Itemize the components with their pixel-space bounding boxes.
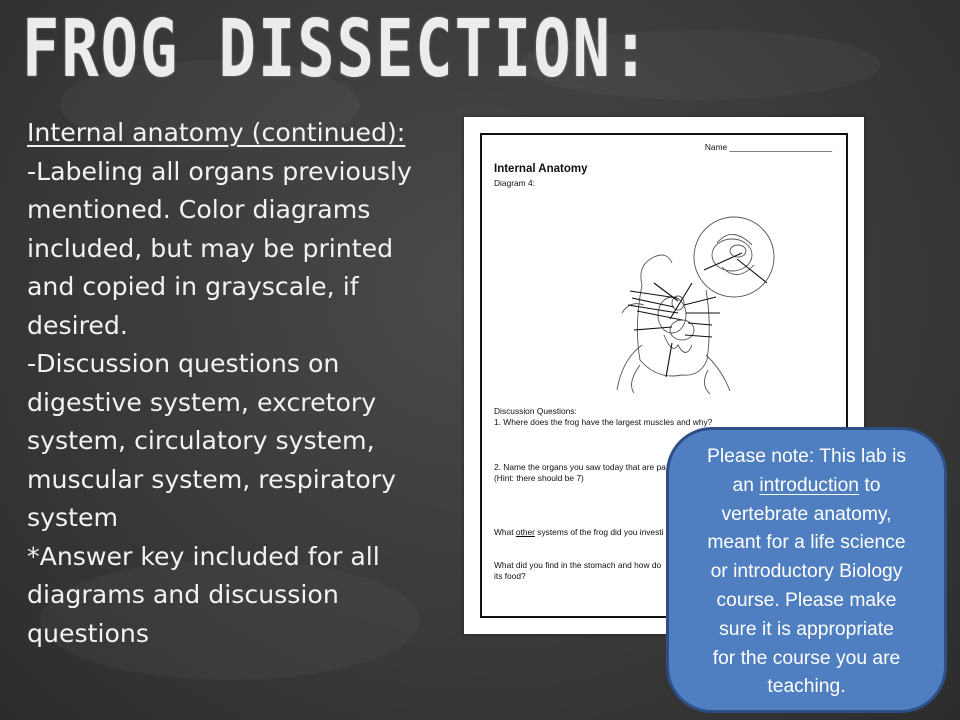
body-line: system	[27, 503, 119, 532]
body-line: mentioned. Color diagrams	[27, 195, 371, 224]
q3-text: What	[494, 527, 516, 537]
worksheet-question-2-hint: (Hint: there should be 7)	[494, 473, 584, 483]
worksheet-diagram-label: Diagram 4:	[494, 178, 535, 188]
note-line: meant for a life science	[707, 532, 906, 554]
body-line: and copied in grayscale, if	[27, 272, 359, 301]
body-line: -Discussion questions on	[27, 349, 340, 378]
body-line: Internal anatomy (continued):	[27, 118, 406, 147]
worksheet-question-4: What did you find in the stomach and how do	[494, 560, 662, 570]
note-line: or introductory Biology	[710, 561, 903, 583]
body-line: *Answer key included for all	[27, 541, 380, 571]
worksheet-question-1: 1. Where does the frog have the largest muscles and why?	[494, 417, 713, 427]
worksheet-question-2: 2. Name the organs you saw today that are pa	[494, 462, 666, 472]
q3-text-end: systems of the frog did you investi	[534, 527, 664, 537]
worksheet-question-4-end: its food?	[494, 571, 526, 581]
body-line: included, but may be printed	[27, 233, 394, 263]
note-text: to	[859, 474, 881, 496]
body-line: desired.	[27, 310, 128, 340]
note-line: sure it is appropriate	[719, 618, 894, 640]
worksheet-question-3	[494, 527, 663, 537]
body-line: questions	[27, 618, 149, 648]
body-line: -Labeling all organs previously	[27, 156, 412, 186]
body-line: system, circulatory system,	[27, 426, 375, 455]
worksheet-name-field: Name ______________________	[704, 142, 832, 152]
slide-body-text	[27, 114, 437, 653]
body-line: digestive system, excretory	[27, 387, 377, 417]
note-line	[669, 472, 944, 501]
note-line: vertebrate anatomy,	[721, 503, 892, 525]
note-text: an	[732, 474, 760, 496]
frog-anatomy-diagram	[582, 195, 782, 395]
worksheet-heading: Internal Anatomy	[494, 163, 588, 175]
note-line: teaching.	[767, 676, 846, 698]
note-line: Please note: This lab is	[707, 446, 906, 467]
note-callout	[666, 427, 947, 713]
worksheet-discussion-heading: Discussion Questions:	[494, 406, 577, 416]
slide-title: FROG DISSECTION:	[22, 2, 652, 96]
note-line: course. Please make	[716, 589, 897, 611]
q3-underlined-word: other	[515, 527, 535, 537]
note-underlined-word: introduction	[759, 474, 860, 496]
body-line: muscular system, respiratory	[27, 464, 397, 494]
body-line: diagrams and discussion	[27, 580, 339, 609]
note-line: for the course you are	[712, 647, 901, 669]
